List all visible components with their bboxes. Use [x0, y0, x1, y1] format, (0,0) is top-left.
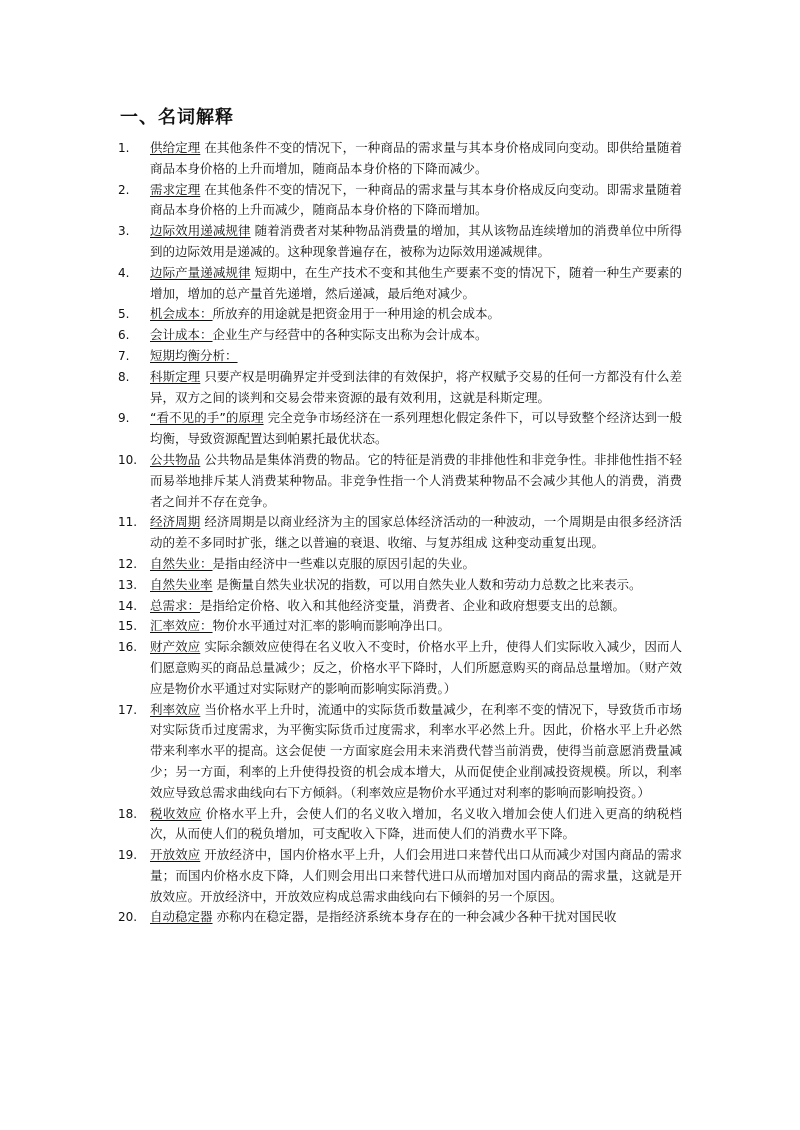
item-definition: 实际余额效应使得在名义收入不变时，价格水平上升，使得人们实际收入减少，因而人们愿意购买的商品总量减少；反之，价格水平下降时，人们所愿意购买的商品总量增加。（财产效应是物价水平通过对实际财产的影响而影响实际消费。）	[150, 639, 682, 696]
item-number: 10.	[118, 452, 138, 467]
item-term: 经济周期	[150, 514, 201, 530]
item-number: 14.	[118, 598, 138, 613]
item-term: 总需求：	[150, 597, 201, 613]
item-number: 1.	[118, 141, 130, 155]
item-term: 汇率效应：	[150, 618, 213, 634]
list-item	[118, 408, 682, 450]
item-number: 8.	[118, 369, 130, 384]
item-term: 会计成本：	[150, 327, 213, 343]
item-number: 15.	[118, 619, 138, 634]
list-item	[118, 700, 682, 804]
list-item	[118, 907, 682, 928]
item-term: 财产效应	[150, 639, 201, 655]
item-number: 4.	[118, 265, 130, 280]
list-item	[118, 575, 682, 596]
item-term: 税收效应	[150, 805, 202, 821]
list-item	[118, 180, 682, 222]
item-definition: 亦称内在稳定器，是指经济系统本身存在的一种会减少各种干扰对国民收	[212, 909, 617, 925]
item-definition: 开放经济中，国内价格水平上升，人们会用进口来替代出口从而减少对国内商品的需求量；而国内价格水皮下降，人们则会用出口来替代进口从而增加对国内商品的需求量，这就是开放效应。开放经济中，开放效应构成总需求曲线向右下倾斜的另一个原因。	[150, 847, 682, 904]
item-definition: 随着消费者对某种物品消费量的增加，其从该物品连续增加的消费单位中所得到的边际效用是递减的。这种现象普遍存在，被称为边际效用递减规律。	[150, 223, 682, 259]
term-list	[118, 138, 682, 928]
item-definition: 在其他条件不变的情况下，一种商品的需求量与其本身价格成同向变动。即供给量随着商品本身价格的上升而增加，随商品本身价格的下降而减少。	[150, 140, 682, 176]
item-term: 短期均衡分析：	[150, 347, 238, 363]
item-number: 6.	[118, 328, 130, 343]
item-number: 7.	[118, 348, 130, 363]
item-number: 11.	[118, 515, 138, 530]
item-term: 利率效应	[150, 701, 201, 717]
section-heading: 一、名词解释	[120, 107, 234, 128]
item-term: 开放效应	[150, 847, 201, 863]
list-item	[118, 637, 682, 699]
list-item	[118, 596, 682, 617]
list-item	[118, 304, 682, 325]
item-number: 2.	[118, 182, 130, 197]
item-definition: 企业生产与经营中的各种实际支出称为会计成本。	[212, 327, 488, 343]
item-definition: 当价格水平上升时，流通中的实际货币数量减少，在利率不变的情况下，导致货币市场对实际货币过度需求，为平衡实际货币过度需求，利率水平必然上升。因此，价格水平上升必然带来利率水平的提高。这会促使 一方面家庭会用未来消费代替当前消费，使得当前意愿消费量减少；另一方面，利率的上升使得投资的机会成本增大，从而促使企业削减投资规模。所以，利率效应导致总需求曲线向右下方倾斜。（利率效应是物价水平通过对利率的影响而影响投资。）	[150, 701, 682, 800]
item-definition: 是指给定价格、收入和其他经济变量，消费者、企业和政府想要支出的总额。	[200, 597, 626, 613]
item-term: “看不见的手”的原理	[150, 410, 264, 426]
list-item	[118, 325, 682, 346]
item-term: 机会成本：	[150, 306, 213, 322]
item-definition: 只要产权是明确界定并受到法律的有效保护，将产权赋予交易的任何一方都没有什么差异，双方之间的谈判和交易会带来资源的最有效利用，这就是科斯定理。	[150, 368, 682, 405]
item-number: 5.	[118, 307, 130, 322]
item-number: 18.	[118, 806, 138, 821]
item-definition: 在其他条件不变的情况下，一种商品的需求量与其本身价格成反向变动。即需求量随着商品本身价格的上升而减少，随商品本身价格的下降而增加。	[150, 181, 682, 218]
item-number: 16.	[118, 640, 138, 655]
item-term: 自然失业：	[150, 555, 213, 571]
item-definition: 短期中，在生产技术不变和其他生产要素不变的情况下，随着一种生产要素的增加，增加的总产量首先递增，然后递减，最后绝对减少。	[150, 264, 682, 301]
item-definition: 是指由经济中一些难以克服的原因引起的失业。	[212, 555, 476, 571]
list-item	[118, 554, 682, 575]
item-definition: 是衡量自然失业状况的指数，可以用自然失业人数和劳动力总数之比来表示。	[212, 576, 642, 592]
item-term: 供给定理	[150, 140, 201, 155]
item-number: 9.	[118, 411, 130, 426]
item-number: 17.	[118, 702, 138, 717]
item-definition: 物价水平通过对汇率的影响而影响净出口。	[212, 618, 451, 634]
item-definition: 价格水平上升，会使人们的名义收入增加，名义收入增加会使人们进入更高的纳税档次，从而使人们的税负增加，可支配收入下降，进而使人们的消费水平下降。	[150, 805, 682, 842]
item-term: 自然失业率	[150, 576, 213, 592]
list-item	[118, 616, 682, 637]
list-item	[118, 221, 682, 263]
item-term: 自动稳定器	[150, 909, 213, 925]
item-number: 19.	[118, 848, 138, 863]
list-item	[118, 263, 682, 305]
item-term: 需求定理	[150, 181, 201, 197]
list-item	[118, 804, 682, 846]
item-number: 3.	[118, 224, 130, 239]
list-item	[118, 138, 682, 180]
list-item	[118, 367, 682, 409]
item-definition: 公共物品是集体消费的物品。它的特征是消费的非排他性和非竞争性。非排他性指不轻而易举地排斥某人消费某种物品。非竞争性指一个人消费某种物品不会减少其他人的消费，消费者之间并不存在竞争。	[150, 451, 682, 509]
item-number: 12.	[118, 556, 138, 571]
item-term: 公共物品	[150, 451, 201, 467]
item-definition: 所放弃的用途就是把资金用于一种用途的机会成本。	[212, 306, 501, 322]
item-term: 科斯定理	[150, 368, 201, 384]
item-term: 边际效用递减规律	[150, 223, 251, 239]
item-number: 13.	[118, 577, 138, 592]
list-item	[118, 512, 682, 554]
item-definition: 经济周期是以商业经济为主的国家总体经济活动的一种波动，一个周期是由很多经济活动的差不多同时扩张，继之以普遍的衰退、收缩、与复苏组成 这种变动重复出现。	[150, 514, 682, 551]
item-term: 边际产量递减规律	[150, 264, 251, 280]
list-item	[118, 845, 682, 907]
list-item	[118, 346, 682, 367]
list-item	[118, 450, 682, 512]
item-number: 20.	[118, 910, 138, 925]
item-definition: 完全竞争市场经济在一系列理想化假定条件下，可以导致整个经济达到一般均衡，导致资源配置达到帕累托最优状态。	[150, 410, 683, 447]
